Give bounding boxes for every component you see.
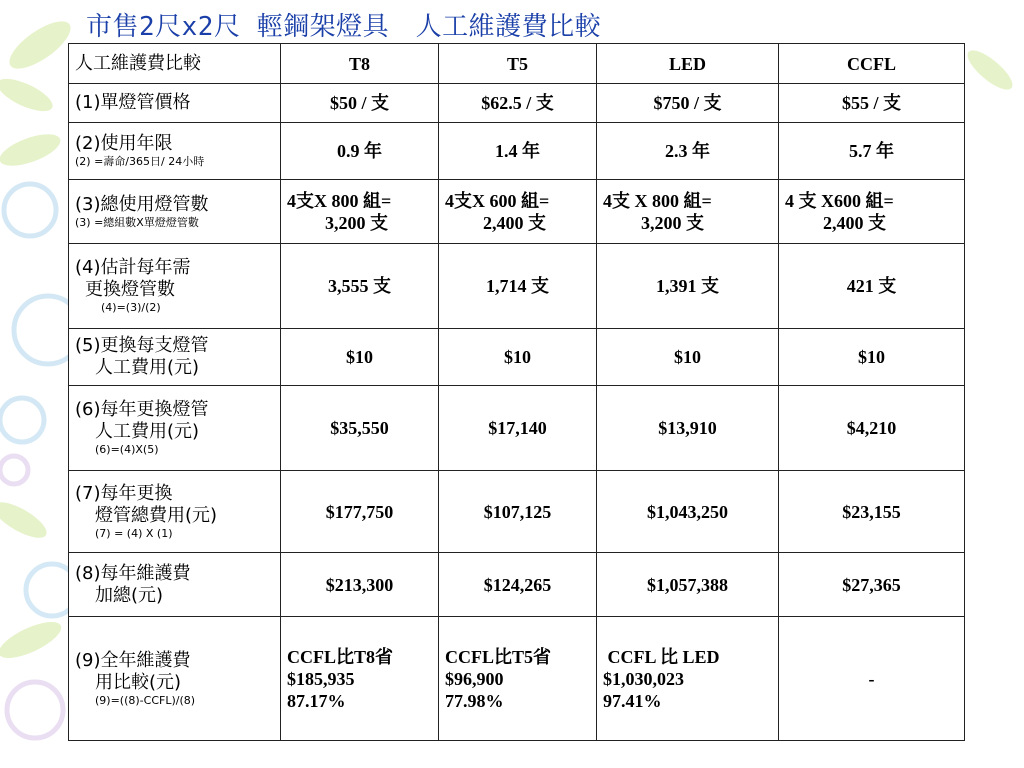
header-t5: T5	[439, 44, 597, 84]
cell-t5: $62.5 / 支	[439, 84, 597, 123]
cell-t5: 4支X 600 組= 2,400 支	[439, 180, 597, 244]
cell-ccfl: -	[779, 617, 965, 741]
header-t8: T8	[281, 44, 439, 84]
table-row	[69, 180, 965, 244]
cell-led: 1,391 支	[597, 244, 779, 329]
row-note: (7) = (4) X (1)	[95, 526, 173, 540]
cell-ccfl: 5.7 年	[779, 123, 965, 180]
row-label: (2)使用年限 (2) =壽命/365日/ 24小時	[69, 123, 281, 180]
row-note: (3) =總組數X單燈燈管數	[75, 215, 199, 229]
table-row	[69, 386, 965, 471]
header-ccfl: CCFL	[779, 44, 965, 84]
cell-ccfl: $10	[779, 329, 965, 386]
cell-t5: $10	[439, 329, 597, 386]
header-led: LED	[597, 44, 779, 84]
comparison-table	[68, 43, 965, 741]
page-title: 市售2尺x2尺 輕鋼架燈具 人工維護費比較	[86, 12, 602, 42]
row-note: (2) =壽命/365日/ 24小時	[75, 155, 205, 168]
cell-led: $13,910	[597, 386, 779, 471]
cell-t8: 4支X 800 組= 3,200 支	[281, 180, 439, 244]
table-row	[69, 553, 965, 617]
table-row	[69, 617, 965, 741]
cell-ccfl: $4,210	[779, 386, 965, 471]
cell-t8: $213,300	[281, 553, 439, 617]
cell-led: 2.3 年	[597, 123, 779, 180]
bubble-decoration-purple	[0, 456, 63, 738]
cell-led: $1,057,388	[597, 553, 779, 617]
table-row	[69, 84, 965, 123]
cell-t8: $50 / 支	[281, 84, 439, 123]
row-label: (4)估計每年需 更換燈管數 (4)=(3)/(2)	[69, 244, 281, 329]
table-row	[69, 471, 965, 553]
cell-ccfl: $55 / 支	[779, 84, 965, 123]
cell-ccfl: $27,365	[779, 553, 965, 617]
cell-t5: $107,125	[439, 471, 597, 553]
cell-ccfl: $23,155	[779, 471, 965, 553]
cell-t8: $35,550	[281, 386, 439, 471]
cell-t5: 1.4 年	[439, 123, 597, 180]
cell-t5: 1,714 支	[439, 244, 597, 329]
row-label: (1)單燈管價格	[69, 84, 281, 123]
cell-t5: CCFL比T5省 $96,900 77.98%	[439, 617, 597, 741]
cell-t8: $177,750	[281, 471, 439, 553]
row-label: (3)總使用燈管數 (3) =總組數X單燈燈管數	[69, 180, 281, 244]
table-header-row	[69, 44, 965, 84]
table-row	[69, 329, 965, 386]
row-label: (9)全年維護費 用比較(元) (9)=((8)-CCFL)/(8)	[69, 617, 281, 741]
cell-led: $750 / 支	[597, 84, 779, 123]
cell-t5: $17,140	[439, 386, 597, 471]
row-note: (6)=(4)X(5)	[95, 443, 159, 456]
cell-led: $10	[597, 329, 779, 386]
cell-led: CCFL 比 LED $1,030,023 97.41%	[597, 617, 779, 741]
cell-ccfl: 421 支	[779, 244, 965, 329]
cell-t8: 0.9 年	[281, 123, 439, 180]
header-corner: 人工維護費比較	[69, 44, 281, 84]
row-label: (8)每年維護費 加總(元)	[69, 553, 281, 617]
cell-led: $1,043,250	[597, 471, 779, 553]
row-label: (5)更換每支燈管 人工費用(元)	[69, 329, 281, 386]
cell-t8: CCFL比T8省 $185,935 87.17%	[281, 617, 439, 741]
table-row	[69, 244, 965, 329]
row-label: (6)每年更換燈管 人工費用(元) (6)=(4)X(5)	[69, 386, 281, 471]
cell-t5: $124,265	[439, 553, 597, 617]
cell-ccfl: 4 支 X600 組= 2,400 支	[779, 180, 965, 244]
row-note: (4)=(3)/(2)	[101, 301, 161, 314]
row-label: (7)每年更換 燈管總費用(元) (7) = (4) X (1)	[69, 471, 281, 553]
cell-t8: $10	[281, 329, 439, 386]
table-row	[69, 123, 965, 180]
cell-t8: 3,555 支	[281, 244, 439, 329]
row-note: (9)=((8)-CCFL)/(8)	[95, 693, 196, 707]
cell-led: 4支 X 800 組= 3,200 支	[597, 180, 779, 244]
